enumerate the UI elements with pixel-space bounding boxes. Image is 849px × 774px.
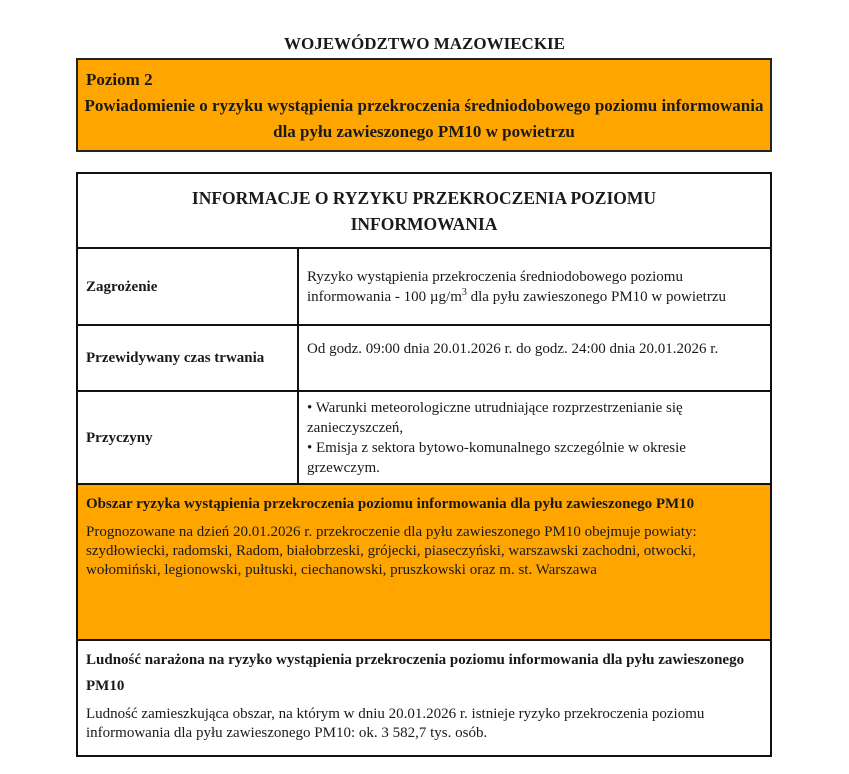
causes-value [299,392,770,483]
population-section [78,641,770,755]
table-row-causes [78,392,770,485]
table-row-duration [78,326,770,392]
threat-value-sup: 3 [461,286,467,298]
duration-value [299,326,770,390]
duration-value-text: Od godz. 09:00 dnia 20.01.2026 r. do godz. 24:00 dnia 20.01.2026 r. [307,341,719,357]
region-title: WOJEWÓDZTWO MAZOWIECKIE [283,34,565,53]
info-table [76,172,772,757]
table-header: INFORMACJE O RYZYKU PRZEKROCZENIA POZIOMU INFORMOWANIA [78,174,770,249]
threat-value-text-end: dla pyłu zawieszonego PM10 w powietrzu [466,288,726,305]
population-title: Ludność narażona na ryzyko wystąpienia przekroczenia poziomu informowania dla pyłu zawieszonego PM10 [86,652,745,694]
table-row-threat [78,249,770,326]
alert-level-box [76,58,772,152]
risk-area-section [78,485,770,641]
risk-area-title: Obszar ryzyka wystąpienia przekroczenia poziomu informowania dla pyłu zawieszonego PM10 [86,496,695,512]
threat-value [299,249,770,324]
threat-value-text: Ryzyko wystąpienia przekroczenia średniodobowego poziomu informowania - 100 µg/m [307,268,683,305]
causes-label: Przyczyny [78,392,299,483]
population-body: Ludność zamieszkująca obszar, na którym w dniu 20.01.2026 r. istnieje ryzyko przekroczenia poziomu informowania dla pyłu zawieszonego PM10: ok. 3 582,7 tys. osób. [86,706,705,741]
alert-level-label: Poziom 2 [86,70,153,89]
risk-area-body: Prognozowane na dzień 20.01.2026 r. przekroczenie dla pyłu zawieszonego PM10 obejmuje powiaty: szydłowiecki, radomski, Radom, białobrzeski, grójecki, piaseczyński, warszawski zachodni, otwocki, wołomiński, legionowski, pułtuski, ciechanowski, pruszkowski oraz m. st. Warszawa [86,524,697,578]
cause-item: • Emisja z sektora bytowo-komunalnego szczególnie w okresie grzewczym. [307,440,686,476]
threat-label: Zagrożenie [78,249,299,324]
cause-item: • Warunki meteorologiczne utrudniające rozprzestrzenianie się zanieczyszczeń, [307,400,683,436]
duration-label: Przewidywany czas trwania [78,326,299,390]
alert-description: Powiadomienie o ryzyku wystąpienia przekroczenia średniodobowego poziomu informowania dla pyłu zawieszonego PM10 w powietrzu [84,96,764,141]
